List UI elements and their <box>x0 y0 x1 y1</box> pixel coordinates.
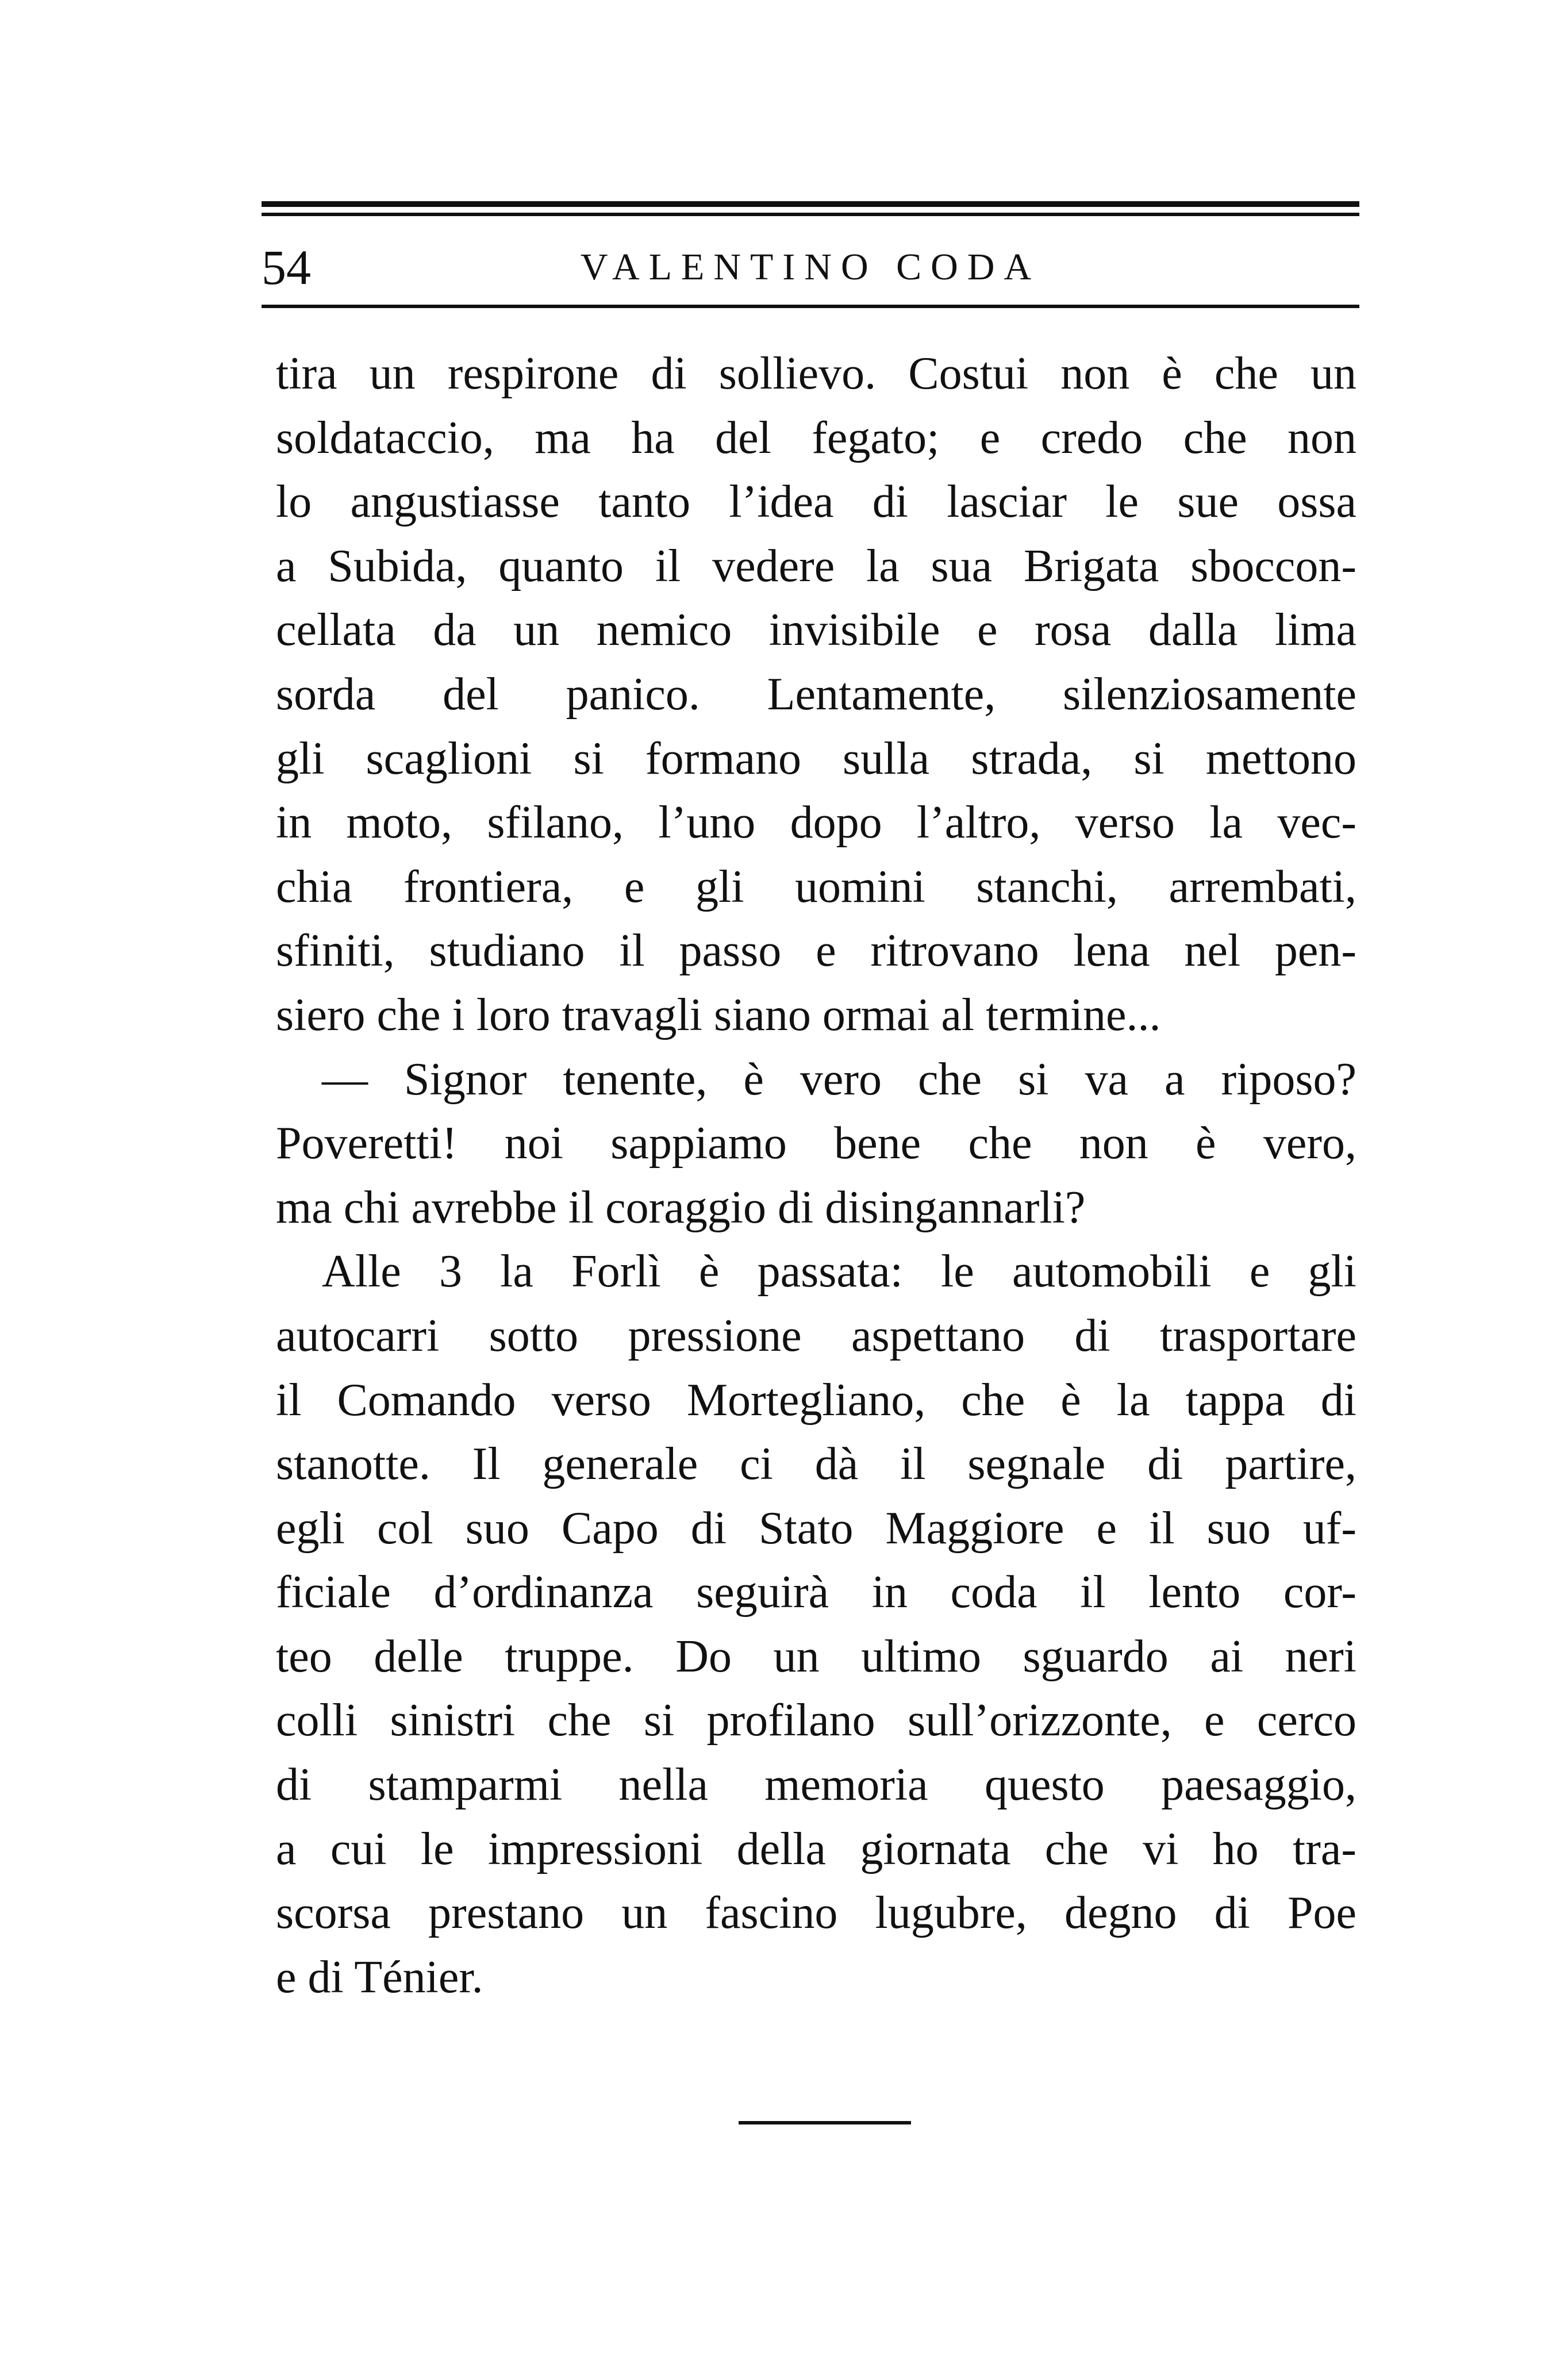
text-line: teo delle truppe. Do un ultimo sguardo ai neri <box>276 1631 1356 1682</box>
header-bottom-rule <box>262 305 1359 308</box>
text-line: tira un respirone di sollievo. Costui non è che un <box>276 348 1356 399</box>
text-line: e di Ténier. <box>276 1951 483 2003</box>
page-header <box>262 233 1359 296</box>
text-line: lo angustiasse tanto l’idea di lasciar le sue ossa <box>276 477 1356 528</box>
text-line: ma chi avrebbe il coraggio di disingannarli? <box>276 1182 1086 1233</box>
text-line: autocarri sotto pressione aspettano di trasportare <box>276 1310 1356 1361</box>
text-line: sorda del panico. Lentamente, silenziosamente <box>276 668 1356 720</box>
text-line: egli col suo Capo di Stato Maggiore e il suo uf- <box>276 1503 1356 1554</box>
text-line: colli sinistri che si profilano sull’orizzonte, e cerco <box>276 1695 1356 1746</box>
text-line: gli scaglioni si formano sulla strada, si mettono <box>276 733 1356 784</box>
text-line: cellata da un nemico invisibile e rosa dalla lima <box>276 605 1356 656</box>
text-line: di stamparmi nella memoria questo paesaggio, <box>276 1759 1356 1811</box>
text-line: scorsa prestano un fascino lugubre, degno di Poe <box>276 1888 1356 1939</box>
text-line: a cui le impressioni della giornata che vi ho tra- <box>276 1823 1356 1874</box>
header-top-rule-thin <box>262 213 1359 216</box>
text-line: soldataccio, ma ha del fegato; e credo che non <box>276 412 1356 463</box>
text-line: il Comando verso Mortegliano, che è la tappa di <box>276 1374 1356 1426</box>
page-number: 54 <box>262 240 311 295</box>
text-line: a Subida, quanto il vedere la sua Brigata sboccon- <box>276 540 1356 591</box>
body-text <box>276 342 1356 2010</box>
chapter-end-rule <box>739 2121 911 2124</box>
text-line: siero che i loro travagli siano ormai al termine... <box>276 989 1161 1040</box>
header-top-rule <box>262 201 1359 207</box>
text-line: Alle 3 la Forlì è passata: le automobili e gli <box>322 1246 1356 1297</box>
text-line: Poveretti! noi sappiamo bene che non è vero, <box>276 1118 1356 1169</box>
text-line: sfiniti, studiano il passo e ritrovano lena nel pen- <box>276 925 1356 977</box>
text-line: ficiale d’ordinanza seguirà in coda il lento cor- <box>276 1567 1356 1618</box>
text-line: in moto, sfilano, l’uno dopo l’altro, verso la vec- <box>276 797 1356 848</box>
running-title: VALENTINO CODA <box>580 246 1041 288</box>
text-line: — Signor tenente, è vero che si va a riposo? <box>322 1054 1356 1105</box>
text-line: stanotte. Il generale ci dà il segnale di partire, <box>276 1439 1356 1490</box>
text-line: chia frontiera, e gli uomini stanchi, arrembati, <box>276 861 1356 912</box>
